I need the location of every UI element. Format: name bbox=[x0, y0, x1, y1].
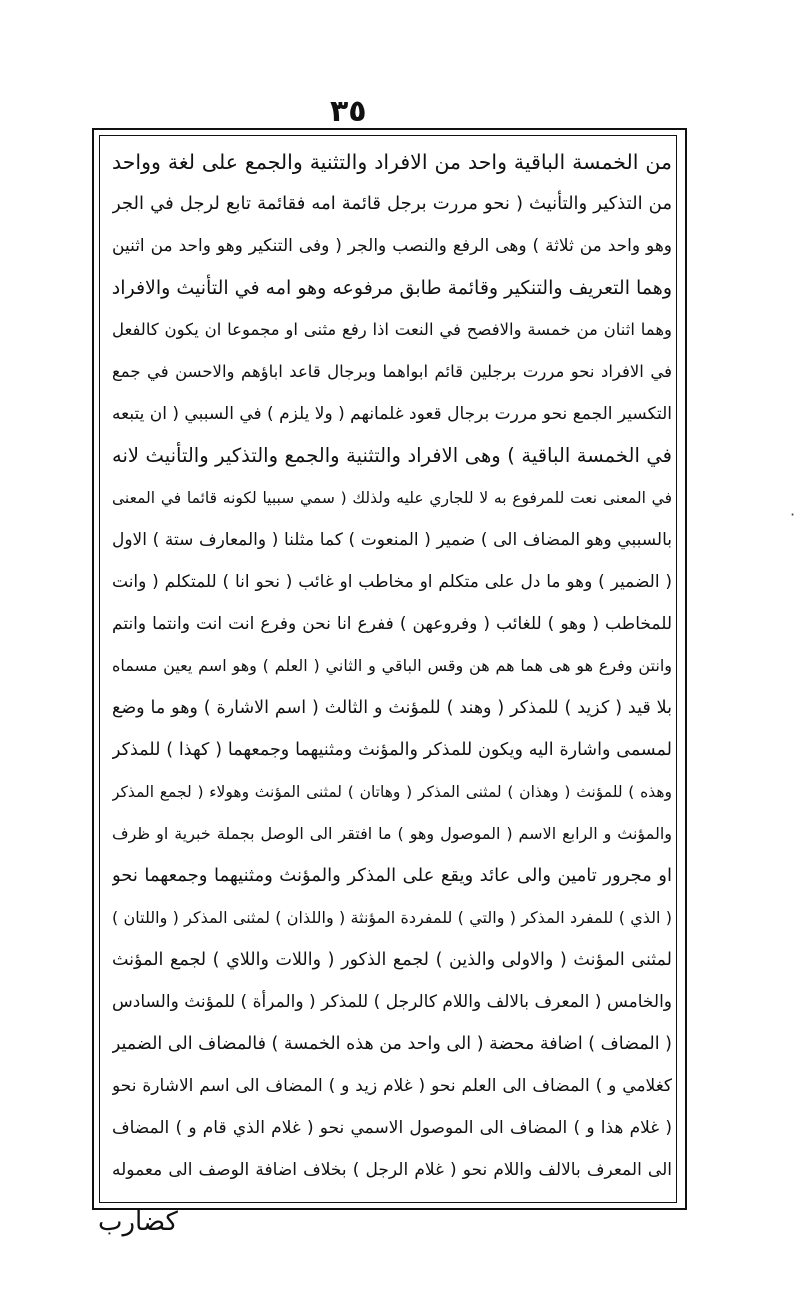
text-line-9: في المعنى نعت للمرفوع به لا للجاري عليه ولذلك ( سمي سببيا لكونه قائما في المعنى bbox=[112, 489, 672, 507]
text-line-12: للمخاطب ( وهو ) للغائب ( وفروعهن ) ففرع انا نحن وفرع انت انت وانتما وانتم bbox=[112, 614, 672, 634]
text-line-4: وهما التعريف والتنكير وقائمة طابق مرفوعه وهو امه في التأنيث والافراد bbox=[112, 277, 672, 299]
text-line-11: ( الضمير ) وهو ما دل على متكلم او مخاطب او غائب ( نحو انا ) للمتكلم ( وانت bbox=[112, 572, 672, 592]
text-line-15: لمسمى واشارة اليه ويكون للمذكر والمؤنث ومثنيهما وجمعهما ( كهذا ) للمذكر bbox=[112, 740, 672, 760]
text-line-6: في الافراد نحو مررت برجلين قائم ابواهما وبرجال قاعد اباؤهم والاحسن في جمع bbox=[112, 362, 672, 381]
text-line-20: لمثنى المؤنث ( والاولى والذين ) لجمع الذكور ( واللات واللاي ) لجمع المؤنث bbox=[112, 950, 672, 970]
text-line-3: وهو واحد من ثلاثة ) وهى الرفع والنصب والجر ( وفى التنكير وهو واحد من اثنين bbox=[112, 236, 672, 256]
main-text bbox=[112, 142, 672, 1197]
text-line-8: في الخمسة الباقية ) وهى الافراد والتثنية والجمع والتذكير والتأنيث لانه bbox=[112, 444, 672, 467]
text-line-21: والخامس ( المعرف بالالف واللام كالرجل ) للمذكر ( والمرأة ) للمؤنث والسادس bbox=[112, 992, 672, 1012]
text-line-7: التكسير الجمع نحو مررت برجال قعود غلمانهم ( ولا يلزم ) في السببي ( ان يتبعه bbox=[112, 404, 672, 424]
text-line-19: ( الذي ) للمفرد المذكر ( والتي ) للمفردة المؤنثة ( واللذان ) لمثنى المذكر ( واللتان ) bbox=[112, 908, 672, 927]
text-line-23: كغلامي و ) المضاف الى العلم نحو ( غلام زيد و ) المضاف الى اسم الاشارة نحو bbox=[112, 1076, 672, 1096]
text-line-25: الى المعرف بالالف واللام نحو ( غلام الرجل ) بخلاف اضافة الوصف الى معموله bbox=[112, 1160, 672, 1180]
text-line-13: وانتن وفرع هو هى هما هم هن وقس الباقي و الثاني ( العلم ) وهو اسم يعين مسماه bbox=[112, 656, 672, 675]
catchword: كضارب bbox=[98, 1207, 178, 1237]
text-line-2: من التذكير والتأنيث ( نحو مررت برجل قائمة امه فقائمة تابع لرجل في الجر bbox=[112, 193, 672, 214]
text-line-18: او مجرور تامين والى عائد ويقع على المذكر والمؤنث ومثنيهما وجمعهما نحو bbox=[112, 865, 672, 886]
text-line-17: والمؤنث و الرابع الاسم ( الموصول وهو ) ما افتقر الى الوصل بجملة خبرية او ظرف bbox=[112, 824, 672, 843]
page-number: ٣٥ bbox=[330, 94, 367, 129]
text-line-16: وهذه ) للمؤنث ( وهذان ) لمثنى المذكر ( وهاتان ) لمثنى المؤنث وهولاء ( لجمع المذكر bbox=[112, 783, 672, 801]
text-line-5: وهما اثنان من خمسة والافصح في النعت اذا رفع مثنى او مجموعا ان يكون كالفعل bbox=[112, 320, 672, 339]
margin-mark: · bbox=[790, 505, 796, 524]
text-line-1: من الخمسة الباقية واحد من الافراد والتثنية والجمع على لغة وواحد bbox=[112, 150, 672, 174]
text-line-14: بلا قيد ( كزيد ) للمذكر ( وهند ) للمؤنث و الثالث ( اسم الاشارة ) وهو ما وضع bbox=[112, 698, 672, 718]
text-line-22: ( المضاف ) اضافة محضة ( الى واحد من هذه الخمسة ) فالمضاف الى الضمير bbox=[112, 1034, 672, 1054]
text-line-10: بالسببي وهو المضاف الى ) ضمير ( المنعوت ) كما مثلنا ( والمعارف ستة ) الاول bbox=[112, 530, 672, 550]
text-line-24: ( غلام هذا و ) المضاف الى الموصول الاسمي نحو ( غلام الذي قام و ) المضاف bbox=[112, 1118, 672, 1138]
